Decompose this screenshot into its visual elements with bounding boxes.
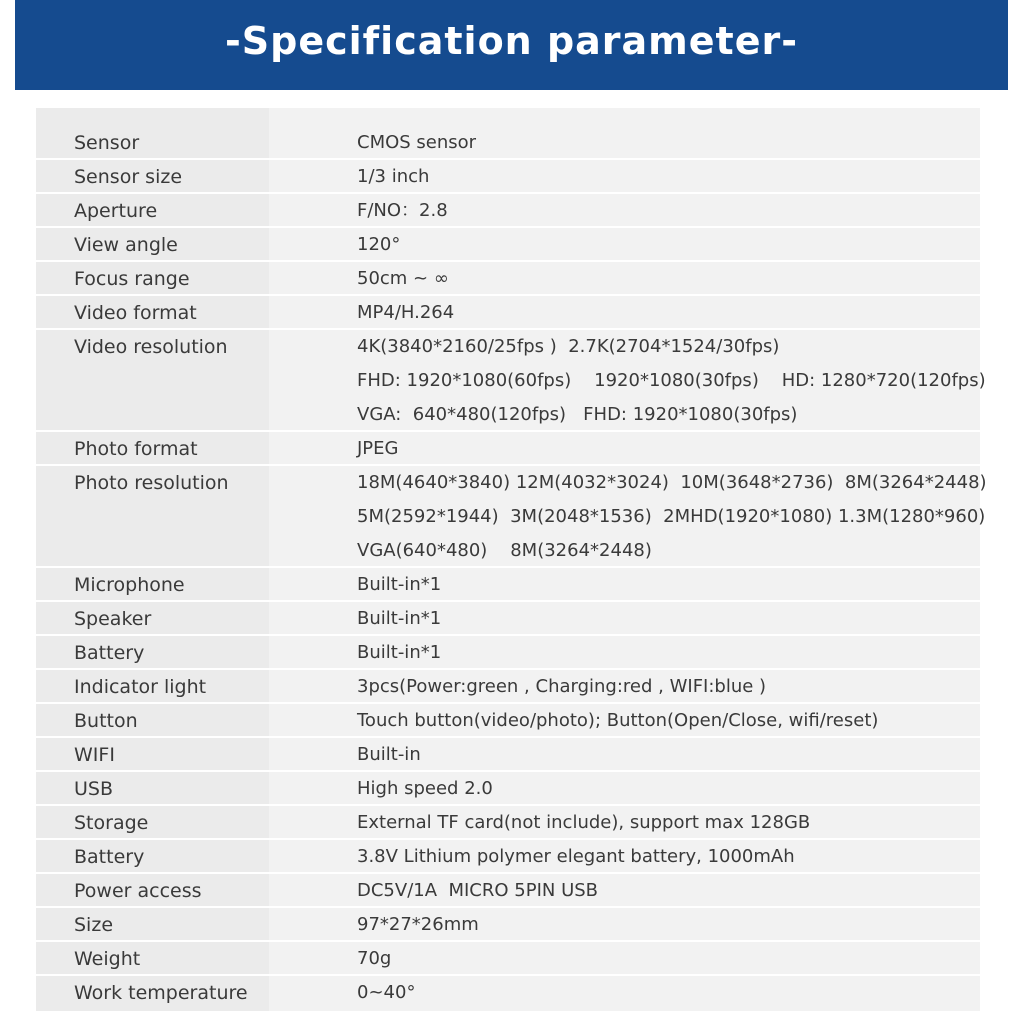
spec-label: Focus range	[74, 268, 190, 290]
spec-label: Indicator light	[74, 676, 207, 698]
spec-value: 4K(3840*2160/25fps ) 2.7K(2704*1524/30fps)	[357, 336, 780, 357]
spec-label: Work temperature	[74, 982, 248, 1004]
spec-label: Speaker	[74, 608, 152, 630]
spec-value: FHD: 1920*1080(60fps) 1920*1080(30fps) HD: 1280*720(120fps)	[357, 370, 986, 391]
spec-values	[357, 432, 398, 466]
spec-row	[36, 194, 980, 228]
spec-values	[357, 602, 441, 636]
spec-value: 0~40°	[357, 982, 416, 1003]
spec-values	[357, 262, 449, 296]
spec-value: CMOS sensor	[357, 132, 477, 153]
spec-row	[36, 228, 980, 262]
spec-label: Microphone	[74, 574, 185, 596]
spec-row	[36, 126, 980, 160]
spec-label: Video format	[74, 302, 197, 324]
spec-value: VGA: 640*480(120fps) FHD: 1920*1080(30fps)	[357, 404, 798, 425]
spec-value: 97*27*26mm	[357, 914, 479, 935]
spec-value: JPEG	[357, 438, 399, 459]
spec-value: Built-in*1	[357, 574, 442, 595]
spec-value: 5M(2592*1944) 3M(2048*1536) 2MHD(1920*1080) 1.3M(1280*960)	[357, 506, 986, 527]
spec-values	[357, 466, 987, 568]
spec-label: Battery	[74, 642, 145, 664]
spec-label: Video resolution	[74, 336, 228, 358]
spec-row	[36, 772, 980, 806]
spec-value: Touch button(video/photo); Button(Open/Close, wifi/reset)	[357, 710, 879, 731]
spec-row	[36, 466, 987, 568]
spec-values	[357, 194, 448, 228]
spec-values	[357, 670, 766, 704]
spec-label: Size	[74, 914, 114, 936]
spec-values	[357, 772, 493, 806]
spec-row	[36, 704, 980, 738]
spec-value: VGA(640*480) 8M(3264*2448)	[357, 540, 652, 561]
spec-values	[357, 126, 476, 160]
page-title: -Specification parameter-	[224, 19, 798, 63]
spec-values	[357, 840, 795, 874]
spec-value: 3pcs(Power:green , Charging:red , WIFI:blue )	[357, 676, 767, 697]
spec-value: Built-in	[357, 744, 421, 765]
spec-row	[36, 806, 980, 840]
spec-value: Built-in*1	[357, 608, 442, 629]
spec-value: 3.8V Lithium polymer elegant battery, 1000mAh	[357, 846, 795, 867]
spec-value: 70g	[357, 948, 392, 969]
spec-values	[357, 908, 479, 942]
spec-values	[357, 738, 421, 772]
spec-value: External TF card(not include), support max 128GB	[357, 812, 811, 833]
spec-label: Battery	[74, 846, 145, 868]
spec-row	[36, 874, 980, 908]
spec-row	[36, 262, 980, 296]
spec-row	[36, 432, 980, 466]
spec-values	[357, 942, 391, 976]
spec-values	[357, 160, 429, 194]
spec-values	[357, 296, 454, 330]
spec-label: Sensor size	[74, 166, 183, 188]
spec-value: 18M(4640*3840) 12M(4032*3024) 10M(3648*2736) 8M(3264*2448)	[357, 472, 987, 493]
spec-values	[357, 330, 986, 432]
spec-value: High speed 2.0	[357, 778, 493, 799]
spec-label: Photo resolution	[74, 472, 229, 494]
spec-row	[36, 908, 980, 942]
spec-label: View angle	[74, 234, 178, 256]
spec-values	[357, 806, 810, 840]
spec-value: 50cm ~ ∞	[357, 268, 449, 289]
spec-values	[357, 636, 441, 670]
spec-table	[36, 108, 987, 1011]
spec-row	[36, 976, 980, 1010]
spec-label: Button	[74, 710, 138, 732]
spec-values	[357, 568, 441, 602]
spec-value: F/NO：2.8	[357, 200, 448, 221]
spec-value: Built-in*1	[357, 642, 442, 663]
spec-row	[36, 296, 980, 330]
spec-label: Photo format	[74, 438, 198, 460]
spec-label: Storage	[74, 812, 149, 834]
spec-label: Sensor	[74, 132, 140, 154]
spec-row	[36, 568, 980, 602]
spec-label: Aperture	[74, 200, 158, 222]
header-banner	[15, 0, 1008, 90]
spec-value: DC5V/1A MICRO 5PIN USB	[357, 880, 599, 901]
spec-values	[357, 976, 415, 1010]
spec-label: USB	[74, 778, 114, 800]
spec-row	[36, 840, 980, 874]
spec-value: MP4/H.264	[357, 302, 455, 323]
spec-label: WIFI	[74, 744, 115, 766]
spec-label: Power access	[74, 880, 202, 902]
spec-values	[357, 228, 400, 262]
spec-row	[36, 942, 980, 976]
spec-row	[36, 330, 986, 432]
spec-value: 1/3 inch	[357, 166, 430, 187]
spec-label: Weight	[74, 948, 141, 970]
spec-row	[36, 602, 980, 636]
spec-row	[36, 670, 980, 704]
spec-values	[357, 874, 598, 908]
spec-row	[36, 160, 980, 194]
spec-row	[36, 738, 980, 772]
spec-row	[36, 636, 980, 670]
spec-values	[357, 704, 878, 738]
spec-value: 120°	[357, 234, 401, 255]
